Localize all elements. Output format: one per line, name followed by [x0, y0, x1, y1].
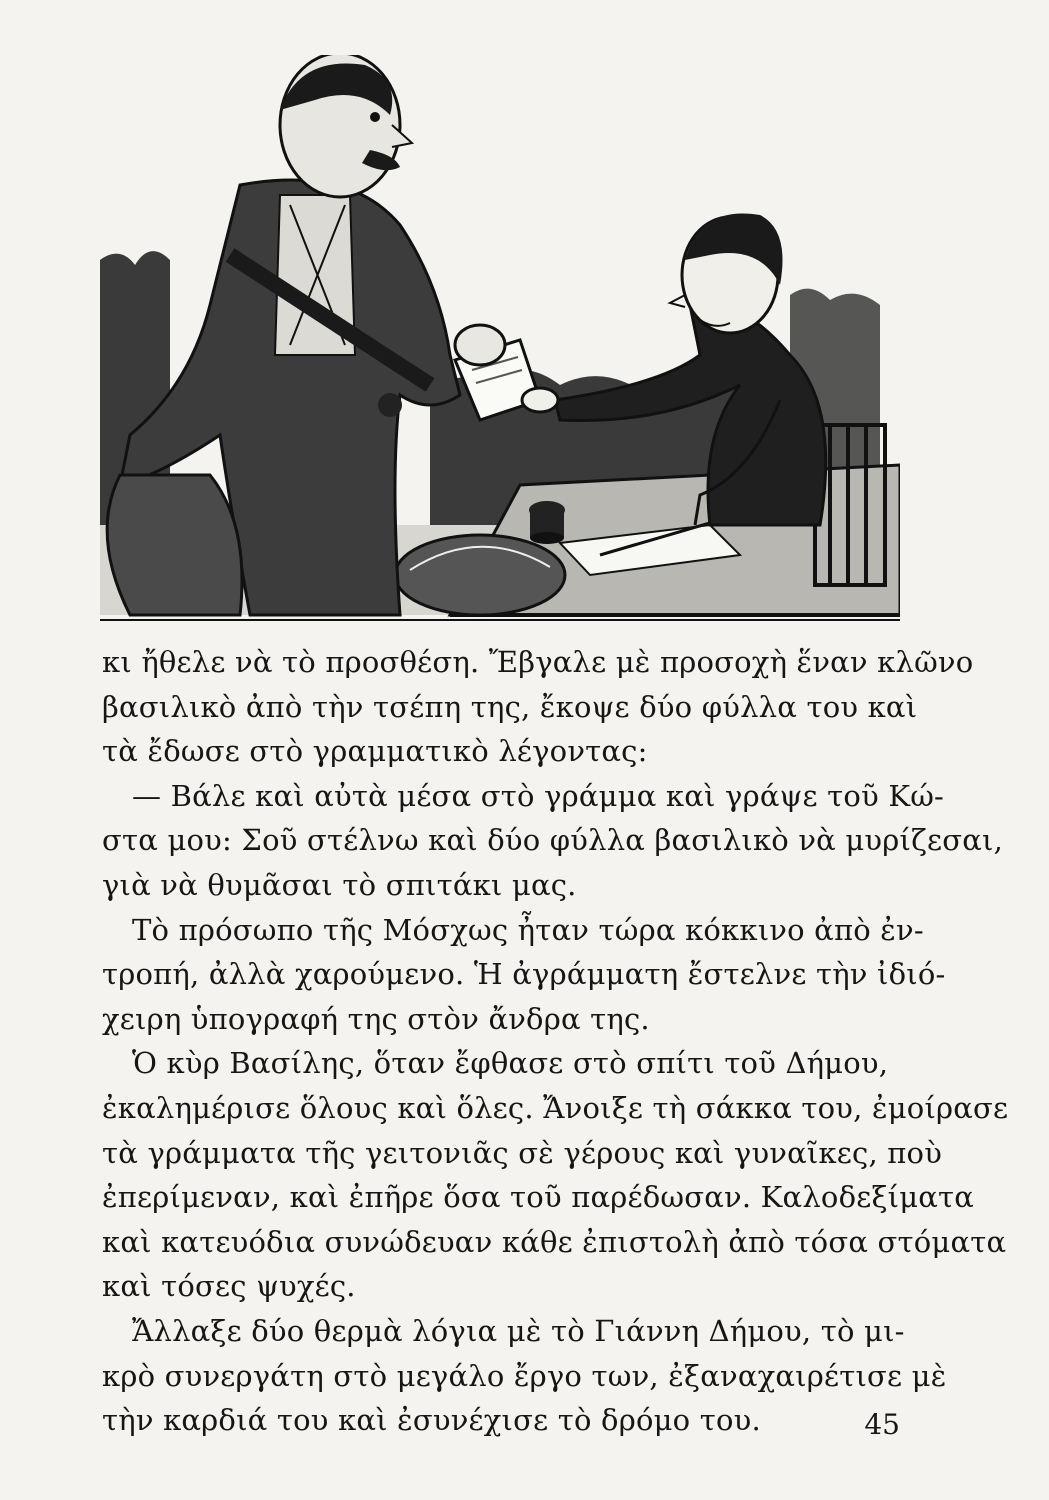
text-line: καὶ κατευόδια συνώδευαν κάθε ἐπιστολὴ ἀπὸ τόσα στόματα	[102, 1224, 1007, 1259]
satchel-buckle	[378, 393, 402, 417]
text-line: ἐπερίμεναν, καὶ ἐπῆρε ὅσα τοῦ παρέδωσαν. Καλοδεξίματα	[102, 1180, 975, 1215]
text-line: Ὁ κὺρ Βασίλης, ὅταν ἔφθασε στὸ σπίτι τοῦ Δήμου,	[132, 1046, 889, 1081]
page-number: 45	[864, 1408, 900, 1441]
text-line: καὶ τόσες ψυχές.	[102, 1269, 356, 1304]
text-line: βασιλικὸ ἀπὸ τὴν τσέπη της, ἔκοψε δύο φύλλα του καὶ	[102, 689, 918, 724]
text-line: τροπή, ἀλλὰ χαρούμενο. Ἡ ἀγράμματη ἔστελνε τὴν ἰδιό-	[102, 957, 946, 992]
text-line: κρὸ συνεργάτη στὸ μεγάλο ἔργο των, ἐξαναχαιρέτισε μὲ	[102, 1358, 947, 1393]
text-line: τὴν καρδιά του καὶ ἐσυνέχισε τὸ δρόμο του.	[102, 1403, 761, 1438]
postman-and-scribe-illustration-icon	[100, 55, 900, 625]
text-line: στα μου: Σοῦ στέλνω καὶ δύο φύλλα βασιλικὸ νὰ μυρίζεσαι,	[102, 823, 1003, 858]
text-line: κι ἤθελε νὰ τὸ προσθέση. Ἔβγαλε μὲ προσοχὴ ἕναν κλῶνο	[102, 645, 974, 679]
text-line: τὰ γράμματα τῆς γειτονιᾶς σὲ γέρους καὶ γυναῖκες, ποὺ	[102, 1135, 943, 1170]
text-line: γιὰ νὰ θυμᾶσαι τὸ σπιτάκι μας.	[102, 867, 577, 902]
ink-pot	[529, 501, 565, 544]
text-line: Τὸ πρόσωπο τῆς Μόσχως ἦταν τώρα κόκκινο ἀπὸ ἐν-	[132, 912, 924, 947]
text-line: χειρη ὑπογραφή της στὸν ἄνδρα της.	[102, 1001, 650, 1036]
text-line: τὰ ἔδωσε στὸ γραμματικὸ λέγοντας:	[102, 734, 648, 769]
mail-sack	[107, 475, 242, 615]
text-line: Ἄλλαξε δύο θερμὰ λόγια μὲ τὸ Γιάννη Δήμου, τὸ μι-	[132, 1313, 905, 1348]
text-line: — Βάλε καὶ αὐτὰ μέσα στὸ γράμμα καὶ γράψε τοῦ Κώ-	[132, 778, 945, 813]
text-line: ἐκαλημέρισε ὅλους καὶ ὅλες. Ἄνοιξε τὴ σάκκα του, ἐμοίρασε	[102, 1090, 1009, 1125]
body-text	[102, 640, 1009, 1443]
